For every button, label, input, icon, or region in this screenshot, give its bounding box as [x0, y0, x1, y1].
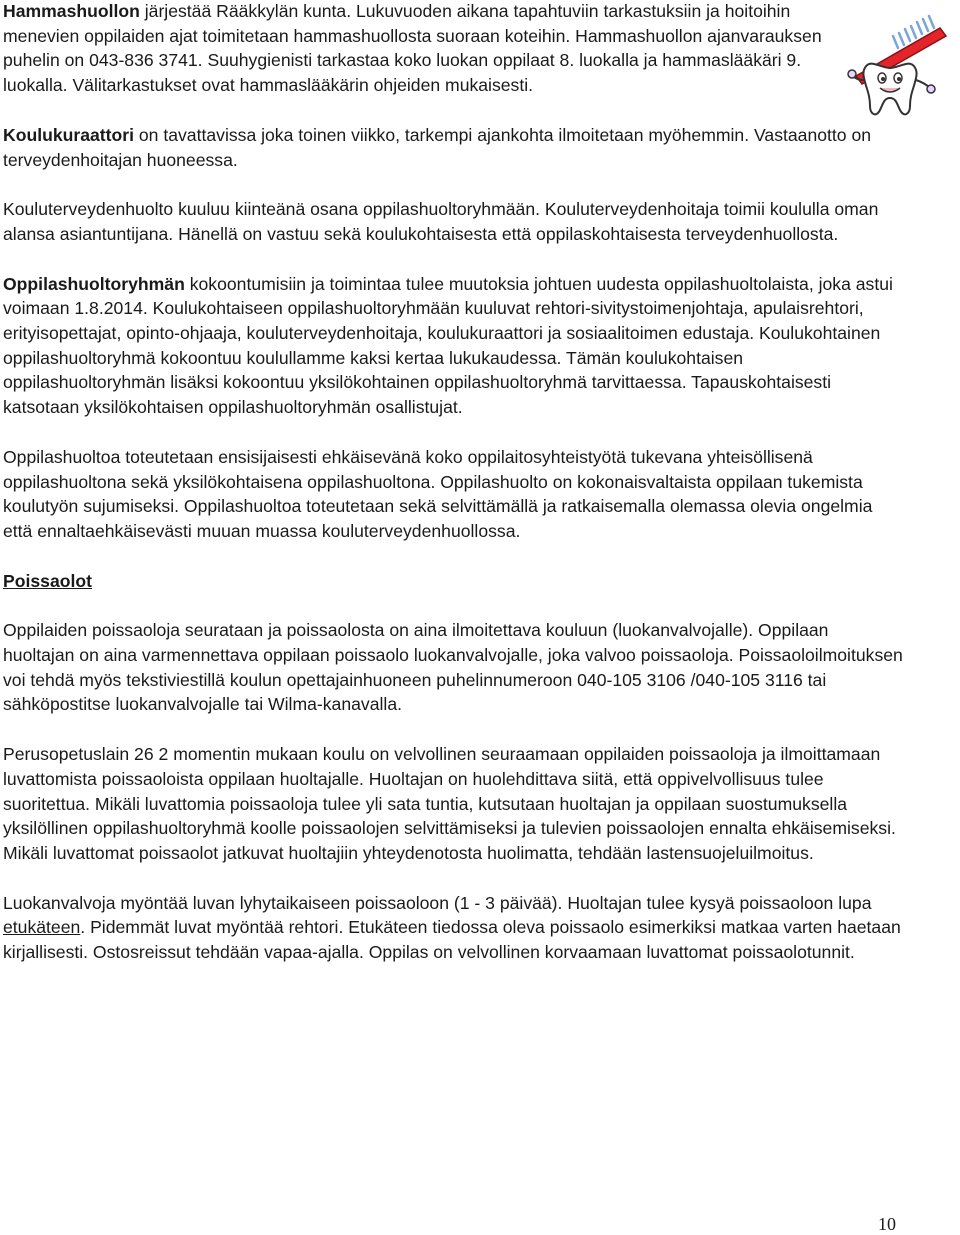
paragraph-dental-care	[3, 0, 823, 98]
paragraph-student-welfare	[3, 445, 903, 544]
text-school-health-care: Kouluterveydenhuolto kuuluu kiinteänä osana oppilashuoltoryhmään. Kouluterveydenhoitaja toimii koululla oman alansa asiantuntijana. Hänellä on vastuu sekä koulukohtaisesta että oppilaskohtaisesta terveydenhuollosta.	[3, 199, 879, 244]
text-absence-permission-underlined: etukäteen	[3, 917, 81, 938]
text-absence-permission-before: Luokanvalvoja myöntää luvan lyhytaikaiseen poissaoloon (1 - 3 päivää). Huoltajan tulee kysyä poissaoloon lupa	[3, 892, 872, 913]
text-absence-monitoring: Oppilaiden poissaoloja seurataan ja poissaolosta on aina ilmoitettava kouluun (luokanvalvojalle). Oppilaan huoltajan on aina varmennettava oppilaan poissaolo luokanvalvojalle, joka valvoo poissaoloja. Poissaoloilmoituksen voi tehdä myös tekstiviestillä koulun opettajainhuoneen puhelinnumeroon 040-105 3106 /040-105 3116 tai sähköpostitse luokanvalvojalle tai Wilma-kanavalla.	[3, 620, 903, 715]
lead-dental-care: Hammashuollon	[3, 1, 140, 21]
text-student-welfare: Oppilashuoltoa toteutetaan ensisijaisesti ehkäisevänä koko oppilaitosyhteistyötä tukevana yhteisöllisenä oppilashuoltona sekä yksilökohtaisena oppilashuoltona. Oppilashuolto on kokonaisvaltaista oppilaan tukemista koulutyön sujumiseksi. Oppilashuoltoa toteutetaan sekä selvittämällä ja ratkaisemalla olemassa olevia ongelmia että ennaltaehkäisevästi muuan muassa kouluterveydenhuollossa.	[3, 446, 873, 541]
text-dental-care: järjestää Rääkkylän kunta. Lukuvuoden aikana tapahtuviin tarkastuksiin ja hoitoihin menevien oppilaiden ajat toimitetaan hammashuollosta suoraan koteihin. Hammashuollon ajanvarauksen puhelin on 043-836 3741. Suuhygienisti tarkastaa koko luokan oppilaat 8. luokalla ja hammaslääkäri 9. luokalla. Välitarkastukset ovat hammaslääkärin ohjeiden mukaisesti.	[3, 1, 822, 96]
paragraph-basic-education-act	[3, 742, 903, 866]
text-absence-permission-after: . Pidemmät luvat myöntää rehtori. Etukäteen tiedossa oleva poissaolo esimerkiksi matkaa varten haetaan kirjallisesti. Ostosreissut tehdään vapaa-ajalla. Oppilas on velvollinen korvaamaan luvattomat poissaolotunnit.	[3, 917, 901, 963]
paragraph-school-health-care	[3, 197, 903, 246]
paragraph-absence-permission	[3, 891, 903, 965]
document-body	[3, 0, 903, 990]
paragraph-school-counselor	[3, 123, 903, 172]
section-heading-absences: Poissaolot	[3, 570, 92, 591]
lead-student-welfare-group: Oppilashuoltoryhmän	[3, 273, 185, 294]
paragraph-absence-monitoring	[3, 618, 903, 717]
tooth-with-toothbrush-icon	[836, 14, 952, 124]
paragraph-student-welfare-group	[3, 272, 903, 420]
lead-school-counselor: Koulukuraattori	[3, 124, 134, 145]
text-basic-education-act: Perusopetuslain 26 2 momentin mukaan koulu on velvollinen seuraamaan oppilaiden poissaoloja ja ilmoittamaan luvattomista poissaoloista oppilaan huoltajalle. Huoltajan on huolehdittava siitä, että oppivelvollisuus tulee suoritettua. Mikäli luvattomia poissaoloja tulee yli sata tuntia, kutsutaan huoltajan ja oppilaan suostumuksella yksilöllinen oppilashuoltoryhmä koolle poissaolojen selvittämiseksi ja tulevien poissaolojen ennalta ehkäisemiseksi. Mikäli luvattomat poissaolot jatkuvat huoltajiin yhteydenotosta huolimatta, tehdään lastensuojeluilmoitus.	[3, 744, 896, 863]
text-student-welfare-group: kokoontumisiin ja toimintaa tulee muutoksia johtuen uudesta oppilashuoltolaista, joka astui voimaan 1.8.2014. Koulukohtaiseen oppilashuoltoryhmään kuuluvat rehtori-sivitystoimenjohtaja, apulaisrehtori, erityisopettajat, opinto-ohjaaja, kouluterveydenhoitaja, koulukuraattori ja sosiaalitoimen edustaja. Koulukohtainen oppilashuoltoryhmä kokoontuu koulullamme kaksi kertaa lukukaudessa. Tämän koulukohtaisen oppilashuoltoryhmän lisäksi kokoontuu yksilökohtainen oppilashuoltoryhmä tarvittaessa. Tapauskohtaisesti katsotaan yksilökohtaisen oppilashuoltoryhmän osallistujat.	[3, 273, 893, 418]
page-number: 10	[878, 1214, 896, 1234]
text-school-counselor: on tavattavissa joka toinen viikko, tarkempi ajankohta ilmoitetaan myöhemmin. Vastaanotto on terveydenhoitajan huoneessa.	[3, 124, 872, 170]
